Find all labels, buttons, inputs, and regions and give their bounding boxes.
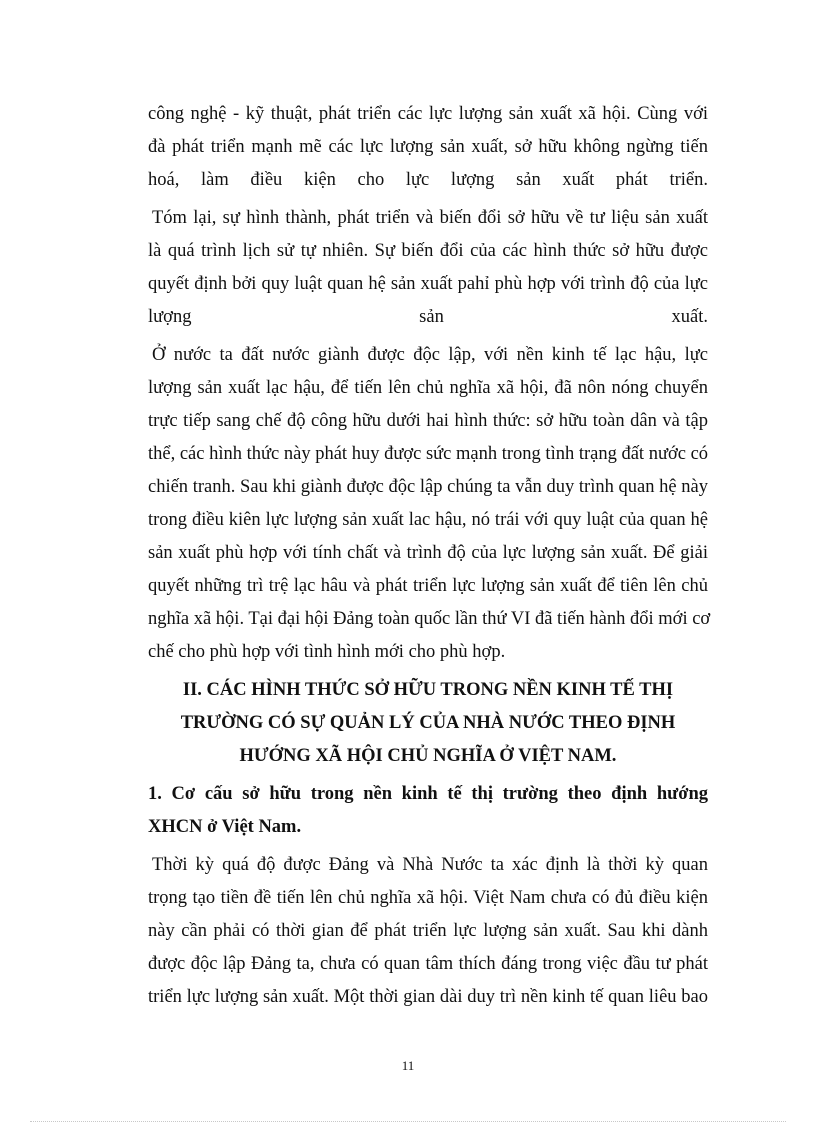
body-text-line: triển lực lượng sản xuất. Một thời gian dài duy trì nền kinh tế quan liêu bao [148,987,708,1007]
body-text-line: lượng sản xuất lạc hậu, để tiến lên chủ nghĩa xã hội, đã nôn nóng chuyển [148,378,708,398]
body-text-line: quyết những trì trệ lạc hâu và phát triển lực lượng sản xuất để tiên lên chủ [148,576,708,596]
body-text-line: sản xuất phù hợp với tính chất và trình độ của lực lượng sản xuất. Để giải [148,543,708,563]
body-text-line: trọng tạo tiền đề tiến lên chủ nghĩa xã hội. Việt Nam chưa có đủ điều kiện [148,888,708,908]
subsection-heading-line: 1. Cơ cấu sở hữu trong nền kinh tế thị trường theo định hướng [148,784,708,804]
body-text-line: trong điều kiên lực lượng sản xuất lac hậu, nó trái với quy luật của quan hệ [148,510,708,530]
body-text-line: Thời kỳ quá độ được Đảng và Nhà Nước ta xác định là thời kỳ quan [152,855,708,875]
body-text-line: Ở nước ta đất nước giành được độc lập, với nền kinh tế lạc hậu, lực [152,345,708,365]
body-text-line: thể, các hình thức này phát huy được sức mạnh trong tình trạng đất nước có [148,444,709,464]
body-text-line: quyết định bởi quy luật quan hệ sản xuất pahỉ phù hợp với trình độ của lực [148,274,708,294]
subsection-heading-line: XHCN ở Việt Nam. [148,817,302,837]
body-text-line: hoá, làm điều kiện cho lực lượng sản xuất phát triển. [148,170,708,190]
body-text-line: được độc lập Đảng ta, chưa có quan tâm thích đáng trong việc đầu tư phát [148,954,708,974]
body-text-line: chiến tranh. Sau khi giành được độc lập chúng ta vẫn duy trình quan hệ này [148,477,708,497]
body-text-line: này cần phải có thời gian để phát triển lực lượng sản xuất. Sau khi dành [148,921,708,941]
section-heading-line: II. CÁC HÌNH THỨC SỞ HỮU TRONG NỀN KINH TẾ THỊ [182,680,674,700]
page-number: 11 [401,1058,415,1073]
body-text-line: trực tiếp sang chế độ công hữu dưới hai hình thức: sở hữu toàn dân và tập [148,411,708,431]
body-text-line: công nghệ - kỹ thuật, phát triển các lực lượng sản xuất xã hội. Cùng với [148,104,708,124]
page-bottom-divider [30,1121,786,1122]
section-heading-line: HƯỚNG XÃ HỘI CHỦ NGHĨA Ở VIỆT NAM. [239,746,617,766]
body-text-line: đà phát triển mạnh mẽ các lực lượng sản xuất, sở hữu không ngừng tiến [148,137,708,157]
body-text-line: nghĩa xã hội. Tại đại hội Đảng toàn quốc lần thứ VI đã tiến hành đổi mới cơ [148,609,711,629]
body-text-line: lượng sản xuất. [148,307,708,327]
body-text-line: Tóm lại, sự hình thành, phát triển và biến đổi sở hữu về tư liệu sản xuất [152,208,708,228]
section-heading-line: TRƯỜNG CÓ SỰ QUẢN LÝ CỦA NHÀ NƯỚC THEO ĐỊNH [180,713,676,733]
body-text-line: là quá trình lịch sử tự nhiên. Sự biến đổi của các hình thức sở hữu được [148,241,708,261]
body-text-line: chế cho phù hợp với tình hình mới cho phù hợp. [148,642,506,662]
